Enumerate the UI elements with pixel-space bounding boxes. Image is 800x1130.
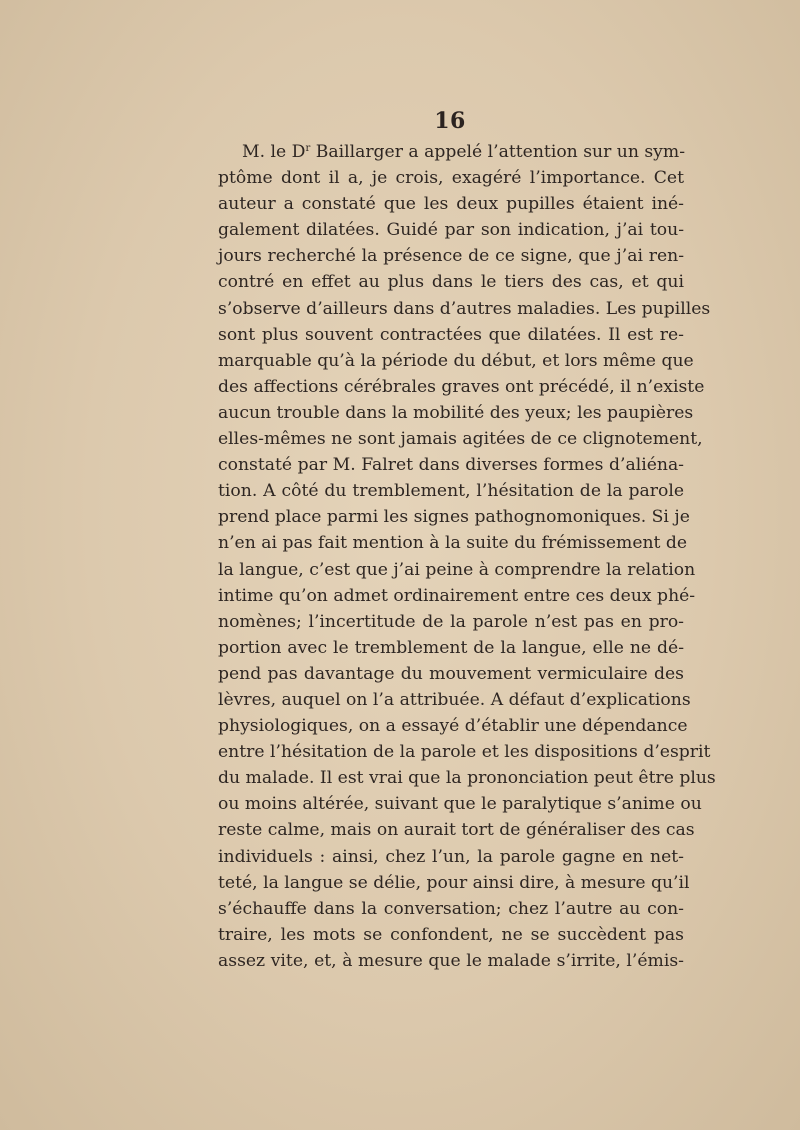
text-line-32: assez vite, et, à mesure que le malade s’irrite, l’émis- [218, 950, 684, 971]
text-line-14: tion. A côté du tremblement, l’hésitation de la parole [218, 481, 684, 502]
text-line-10: des affections cérébrales graves ont précédé, il n’existe [218, 376, 705, 397]
text-line-28: individuels : ainsi, chez l’un, la parole gagne en net- [218, 846, 684, 867]
text-line-7: s’observe d’ailleurs dans d’autres maladies. Les pupilles [218, 298, 711, 319]
text-line-1-start: M. le D [242, 142, 306, 162]
body-text [218, 139, 716, 974]
text-line-1-rest: Baillarger a appelé l’attention sur un sym- [310, 142, 686, 162]
text-line-13: constaté par M. Falret dans diverses formes d’aliéna- [218, 455, 684, 476]
text-line-20: portion avec le tremblement de la langue, elle ne dé- [218, 637, 684, 658]
text-line-9: marquable qu’à la période du début, et lors même que [218, 350, 694, 371]
text-line-11: aucun trouble dans la mobilité des yeux; les paupières [218, 402, 694, 423]
text-line-22: lèvres, auquel on l’a attribuée. A défaut d’explications [218, 689, 691, 710]
text-line-16: n’en ai pas fait mention à la suite du frémissement de [218, 533, 688, 554]
text-line-31: traire, les mots se confondent, ne se succèdent pas [218, 924, 684, 945]
text-line-4: galement dilatées. Guidé par son indication, j’ai tou- [218, 220, 684, 241]
text-line-26: ou moins altérée, suivant que le paralytique s’anime ou [218, 794, 702, 815]
text-line-6: contré en effet au plus dans le tiers des cas, et qui [218, 272, 684, 293]
text-line-3: auteur a constaté que les deux pupilles étaient iné- [218, 194, 684, 215]
text-line-29: teté, la langue se délie, pour ainsi dire, à mesure qu’il [218, 872, 690, 893]
text-line-12: elles-mêmes ne sont jamais agitées de ce clignotement, [218, 429, 703, 450]
text-line-1 [218, 139, 684, 165]
text-line-15: prend place parmi les signes pathognomoniques. Si je [218, 507, 690, 528]
text-line-5: jours recherché la présence de ce signe, que j’ai ren- [218, 246, 684, 267]
text-line-23: physiologiques, on a essayé d’établir une dépendance [218, 716, 688, 737]
text-line-24: entre l’hésitation de la parole et les dispositions d’esprit [218, 742, 711, 763]
text-line-2: ptôme dont il a, je crois, exagéré l’importance. Cet [218, 168, 684, 189]
text-line-8: sont plus souvent contractées que dilatées. Il est re- [218, 324, 684, 345]
page-number: 16 [434, 108, 466, 134]
text-line-17: la langue, c’est que j’ai peine à comprendre la relation [218, 559, 696, 580]
doctor-superscript: r [305, 143, 311, 154]
text-line-18: intime qu’on admet ordinairement entre ces deux phé- [218, 585, 696, 606]
text-line-25: du malade. Il est vrai que la prononciation peut être plus [218, 768, 716, 789]
text-line-19: nomènes; l’incertitude de la parole n’est pas en pro- [218, 611, 684, 632]
text-line-30: s’échauffe dans la conversation; chez l’autre au con- [218, 898, 684, 919]
text-line-27: reste calme, mais on aurait tort de généraliser des cas [218, 820, 695, 841]
text-line-21: pend pas davantage du mouvement vermiculaire des [218, 663, 684, 684]
